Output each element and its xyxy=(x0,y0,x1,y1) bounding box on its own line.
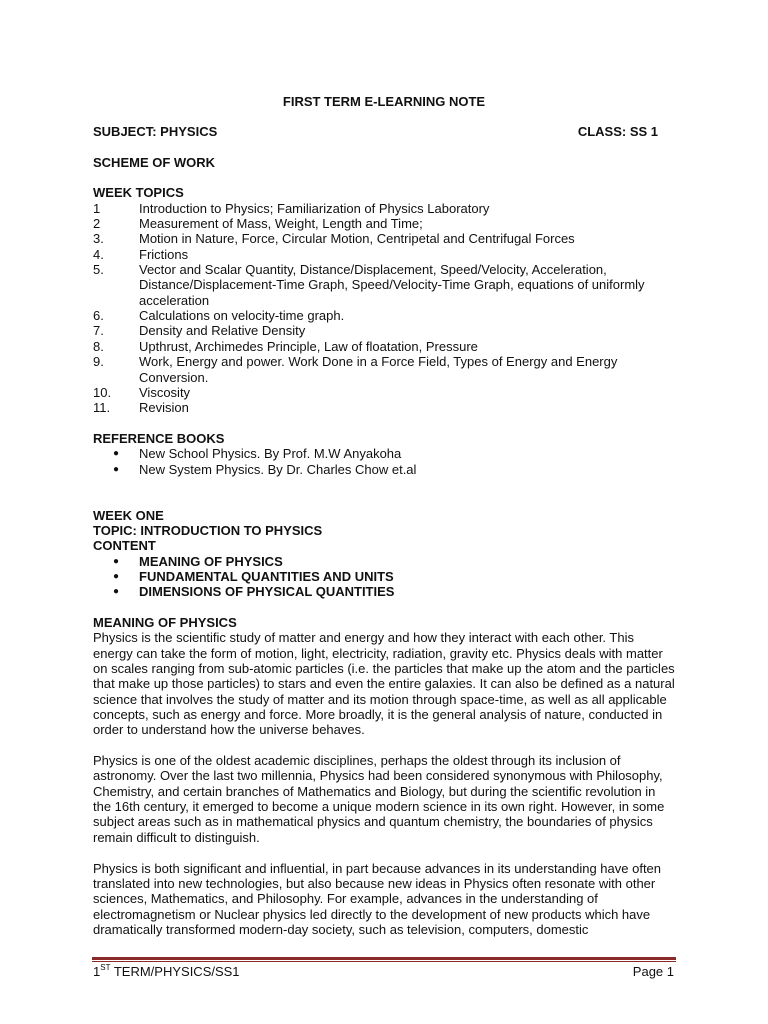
week-topic: Viscosity xyxy=(139,384,191,400)
week-topic: Density and Relative Density xyxy=(139,323,306,339)
week-row xyxy=(93,262,676,308)
week-one-heading: WEEK ONE xyxy=(93,507,164,523)
content-label: CONTENT xyxy=(93,538,156,554)
week-row xyxy=(93,247,676,262)
content-text: MEANING OF PHYSICS xyxy=(139,553,283,569)
week-number: 8. xyxy=(93,338,104,354)
week-number: 11. xyxy=(93,400,111,416)
week-topics-list xyxy=(93,201,676,416)
document-title: FIRST TERM E-LEARNING NOTE xyxy=(282,94,486,109)
week-topic: Measurement of Mass, Weight, Length and Time; xyxy=(139,216,423,232)
week-topic: Work, Energy and power. Work Done in a Force Field, Types of Energy and Energy Conversion. xyxy=(139,354,618,385)
body-paragraph: Physics is the scientific study of matter and energy and how they interact with each other. This energy can take the form of motion, light, electricity, radiation, gravity etc. Physics deals with matter on scales ranging from sub-atomic particles (i.e. the particles that make up the atom and the particles that make up those particles) to stars and even the entire galaxies. It can also be defined as a natural science that involves the study of matter and its motion through space-time, as well as all applicable concepts, such as energy and force. More broadly, it is the general analysis of nature, conducted in order to understand how the universe behaves. xyxy=(93,630,675,738)
footer-term-suffix: ST xyxy=(100,963,111,972)
week-row xyxy=(93,216,676,231)
footer-course-text: TERM/PHYSICS/SS1 xyxy=(110,964,240,979)
week-topic: Upthrust, Archimedes Principle, Law of floatation, Pressure xyxy=(139,338,478,354)
bullet-icon: ● xyxy=(113,463,120,475)
week-row xyxy=(93,339,676,354)
reference-books-heading: REFERENCE BOOKS xyxy=(93,430,225,446)
week-number: 6. xyxy=(93,308,104,324)
week-number: 1 xyxy=(93,200,101,216)
meaning-heading: MEANING OF PHYSICS xyxy=(93,615,237,630)
bullet-icon: ● xyxy=(113,586,120,598)
bullet-icon: ● xyxy=(113,570,120,582)
footer-term-number: 1 xyxy=(93,964,101,979)
week-number: 3. xyxy=(93,231,104,247)
content-item xyxy=(93,584,676,599)
week-topic: Calculations on velocity-time graph. xyxy=(139,308,345,324)
subject-class-row xyxy=(93,124,676,139)
week-number: 7. xyxy=(93,323,104,339)
footer-rule xyxy=(92,957,676,960)
week-number: 9. xyxy=(93,354,104,370)
week-row xyxy=(93,400,676,415)
week-topic: Frictions xyxy=(139,246,189,262)
reference-item xyxy=(93,462,676,477)
body-paragraph: Physics is one of the oldest academic disciplines, perhaps the oldest through its inclusion of astronomy. Over the last two millennia, Physics had been considered synonymous with Philosophy, Chemistry, and certain branches of Mathematics and Biology, but during the scientific revolution in the 16th century, it emerged to become a unique modern science in its own right. However, in some subject areas such as in mathematical physics and quantum chemistry, the boundaries of physics remain difficult to distinguish. xyxy=(93,753,665,845)
week-row xyxy=(93,231,676,246)
footer-course-label xyxy=(93,964,240,979)
week-number: 4. xyxy=(93,246,104,262)
week-one-topic: TOPIC: INTRODUCTION TO PHYSICS xyxy=(93,522,323,538)
week-topic: Introduction to Physics; Familiarization of Physics Laboratory xyxy=(139,200,490,216)
week-topic: Motion in Nature, Force, Circular Motion, Centripetal and Centrifugal Forces xyxy=(139,231,575,247)
bullet-icon: ● xyxy=(113,555,120,567)
reference-text: New System Physics. By Dr. Charles Chow et.al xyxy=(139,461,417,477)
footer-rule-thin xyxy=(92,961,676,962)
content-item xyxy=(93,554,676,569)
week-row xyxy=(93,323,676,338)
page-number: Page 1 xyxy=(632,964,674,979)
content-text: FUNDAMENTAL QUANTITIES AND UNITS xyxy=(139,568,394,584)
week-row xyxy=(93,385,676,400)
reference-item xyxy=(93,446,676,461)
week-topic: Vector and Scalar Quantity, Distance/Displacement, Speed/Velocity, Acceleration, Distance/Displacement-Time Graph, Speed/Velocity-Time Graph, equations of uniformly acceleration xyxy=(139,262,645,308)
week-row xyxy=(93,308,676,323)
week-topic: Revision xyxy=(139,400,189,416)
bullet-icon: ● xyxy=(113,448,120,460)
week-row xyxy=(93,354,676,385)
week-row xyxy=(93,201,676,216)
content-text: DIMENSIONS OF PHYSICAL QUANTITIES xyxy=(139,584,395,600)
scheme-heading: SCHEME OF WORK xyxy=(93,154,216,170)
week-topics-heading: WEEK TOPICS xyxy=(93,185,184,201)
week-number: 5. xyxy=(93,262,104,278)
reference-text: New School Physics. By Prof. M.W Anyakoha xyxy=(139,446,402,462)
week-number: 2 xyxy=(93,216,101,232)
class-label: CLASS: SS 1 xyxy=(577,124,658,139)
subject-label: SUBJECT: PHYSICS xyxy=(93,124,218,139)
content-item xyxy=(93,569,676,584)
body-paragraph: Physics is both significant and influential, in part because advances in its understanding have often translated into new technologies, but also because new ideas in Physics often resonate with other sciences, Mathematics, and Philosophy. For example, advances in the understanding of electromagnetism or Nuclear physics led directly to the development of new products which have dramatically transformed modern-day society, such as television, computers, domestic xyxy=(93,860,662,937)
document-body xyxy=(93,124,676,937)
week-number: 10. xyxy=(93,384,112,400)
